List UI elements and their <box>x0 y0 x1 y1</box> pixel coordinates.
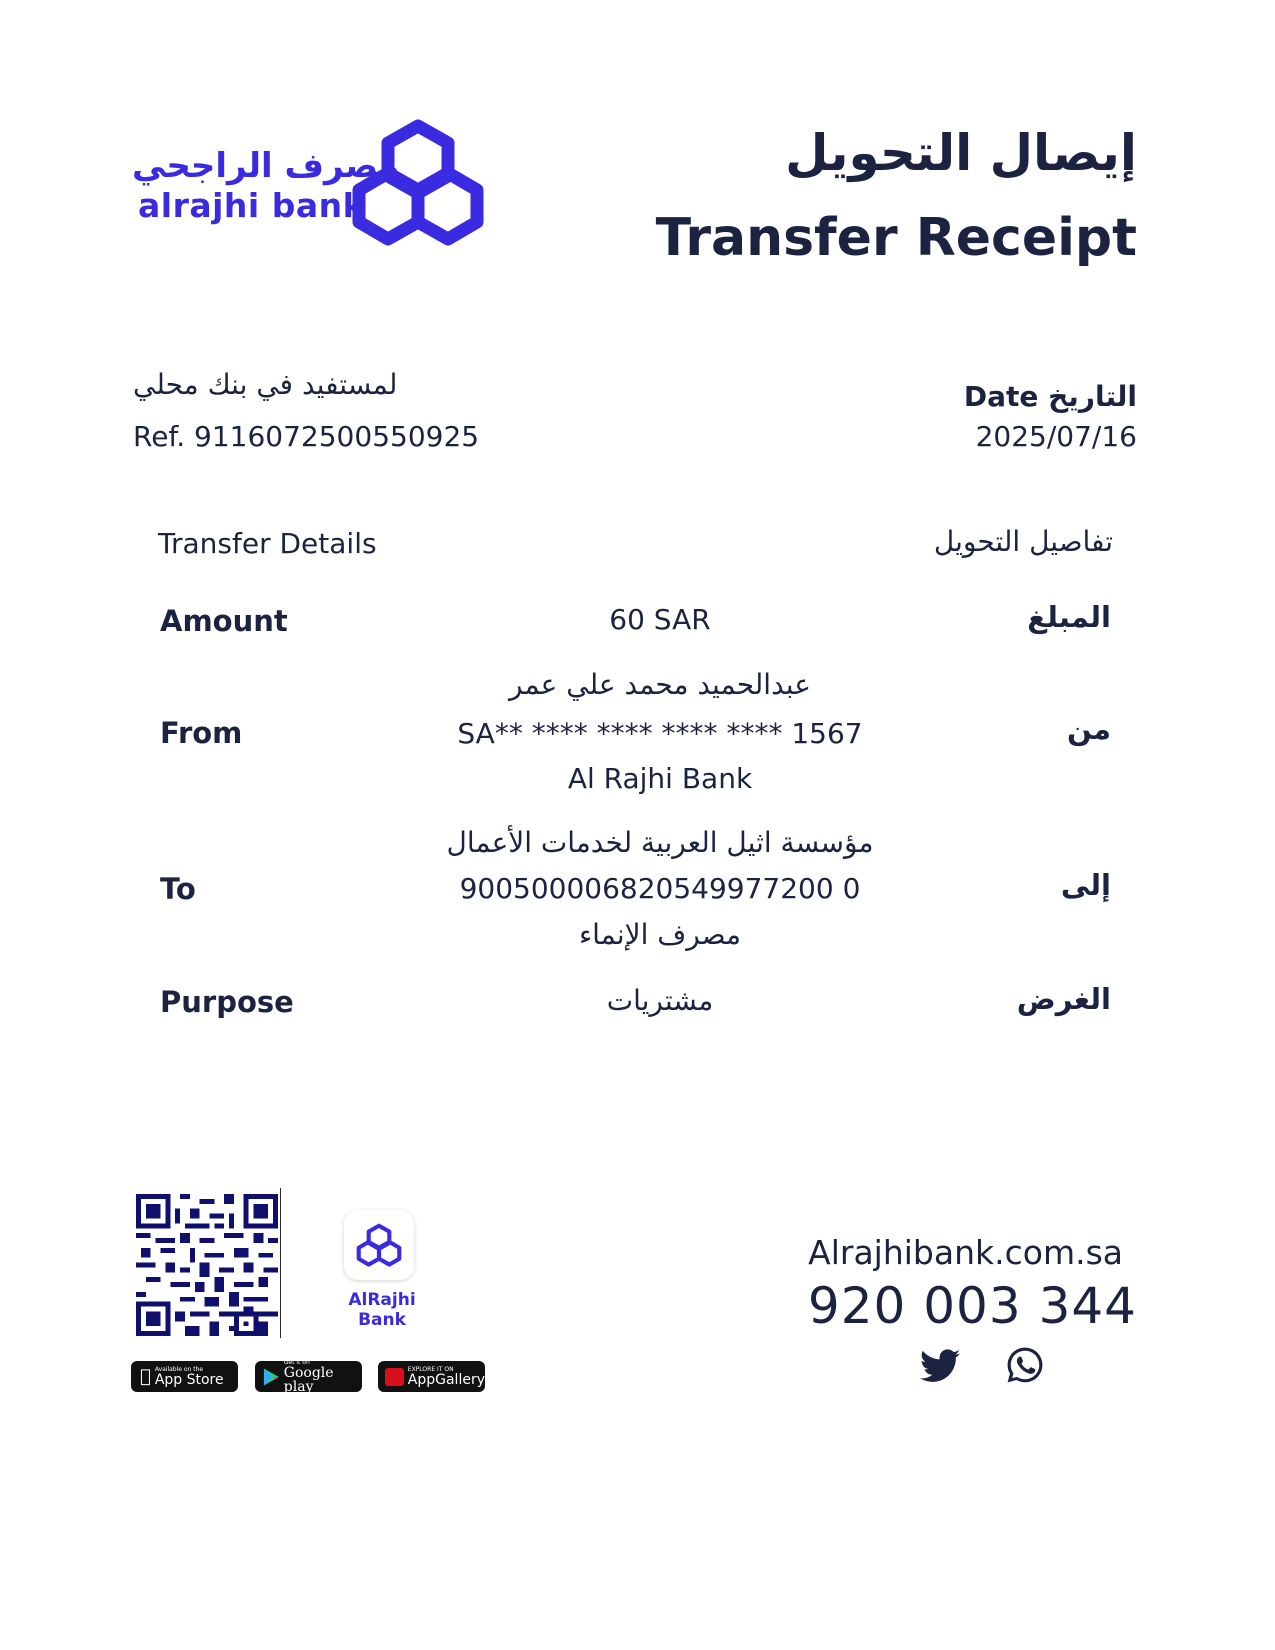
from-label-arabic: من <box>1066 712 1111 746</box>
from-label: From <box>160 716 243 750</box>
app-gallery-badge[interactable] <box>378 1361 485 1392</box>
recipient-name: مؤسسة اثيل العربية لخدمات الأعمال <box>446 826 874 859</box>
app-store-badge[interactable] <box>131 1361 238 1392</box>
sender-bank: Al Rajhi Bank <box>567 762 753 795</box>
badge-small-text: Available on the <box>144 1365 193 1373</box>
badge-big-text: Google play <box>283 1364 334 1395</box>
recipient-bank: مصرف الإنماء <box>578 918 742 951</box>
sender-name: عبدالحميد محمد علي عمر <box>509 668 811 701</box>
google-play-badge[interactable] <box>255 1358 362 1395</box>
phone-number[interactable]: 920 003 344 <box>807 1277 1137 1335</box>
badge-small-text: Get it on <box>283 1358 310 1366</box>
purpose-label: Purpose <box>160 985 294 1019</box>
bank-name-arabic: مصرف الراجحي <box>132 146 400 186</box>
apple-icon <box>140 1366 151 1387</box>
qr-code-icon <box>136 1194 278 1336</box>
qr-divider <box>280 1188 281 1338</box>
purpose-value: مشتريات <box>606 984 714 1017</box>
alrajhi-logo-icon <box>352 118 484 246</box>
purpose-label-arabic: الغرض <box>1016 982 1111 1016</box>
badge-small-text: EXPLORE IT ON <box>407 1365 454 1373</box>
app-icon[interactable] <box>344 1210 414 1280</box>
amount-label: Amount <box>160 604 288 638</box>
alrajhi-app-logo-icon <box>356 1223 402 1267</box>
receipt-title-arabic: إيصال التحويل <box>785 124 1137 182</box>
website-link[interactable]: Alrajhibank.com.sa <box>808 1233 1123 1272</box>
recipient-account: 900500006820549977200 0 <box>459 872 861 905</box>
bank-name-english: alrajhi bank <box>138 186 366 225</box>
details-heading-arabic: تفاصيل التحويل <box>933 525 1113 558</box>
huawei-icon <box>385 1368 404 1386</box>
reference-number: Ref. 9116072500550925 <box>133 420 480 453</box>
sender-account: SA** **** **** **** **** 1567 <box>457 717 863 750</box>
amount-value: 60 SAR <box>609 603 711 636</box>
whatsapp-icon[interactable] <box>1006 1346 1044 1384</box>
to-label: To <box>160 872 196 906</box>
details-heading: Transfer Details <box>158 527 377 560</box>
badge-big-text: AppGallery <box>407 1371 485 1388</box>
amount-label-arabic: المبلغ <box>1027 600 1111 634</box>
date-value: 2025/07/16 <box>975 420 1137 453</box>
app-name: AlRajhi Bank <box>348 1290 416 1330</box>
twitter-icon[interactable] <box>920 1348 960 1384</box>
beneficiary-type: لمستفيد في بنك محلي <box>133 368 398 401</box>
badge-big-text: App Store <box>144 1371 213 1388</box>
date-label: Date التاريخ <box>963 380 1137 413</box>
receipt-title: Transfer Receipt <box>655 208 1137 268</box>
to-label-arabic: إلى <box>1060 868 1111 902</box>
google-play-icon <box>263 1367 280 1387</box>
